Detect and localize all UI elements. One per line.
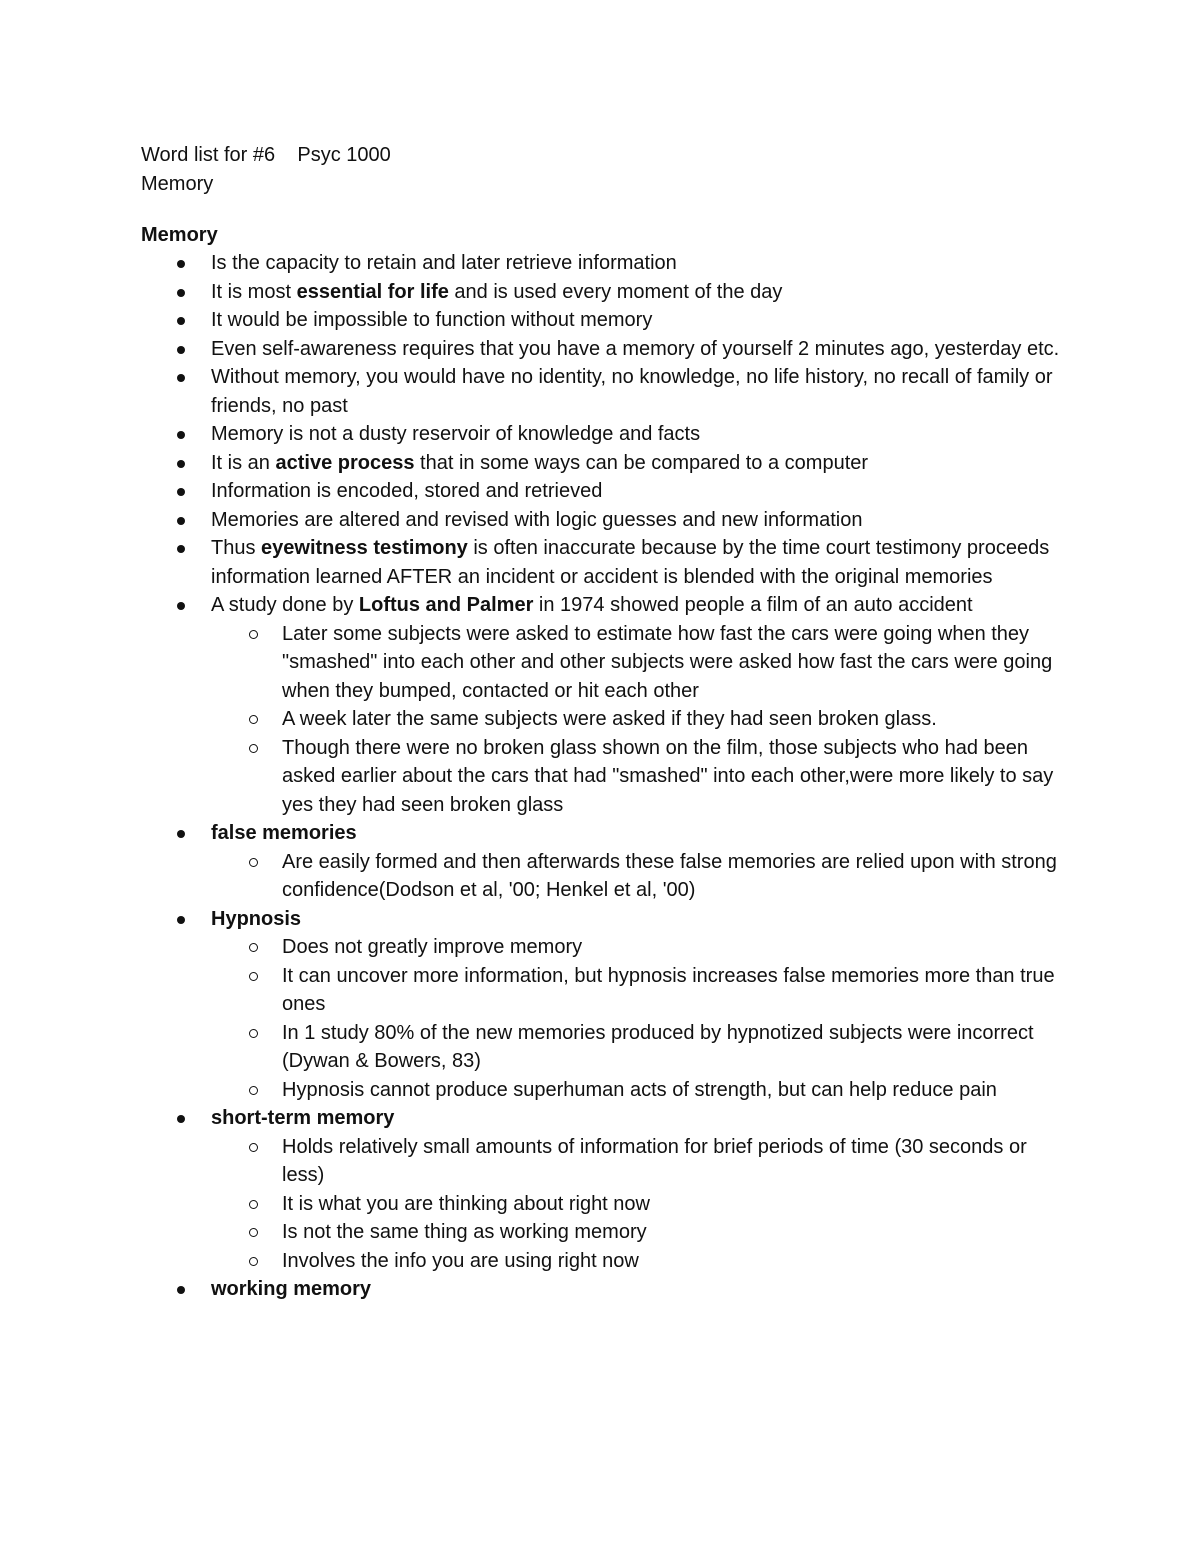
filled-bullet-icon: [177, 916, 185, 924]
bullet-item: [0, 534, 1061, 591]
hollow-bullet-icon: [249, 715, 258, 724]
filled-bullet-icon: [177, 460, 185, 468]
bullet-text: Even self-awareness requires that you have a memory of yourself 2 minutes ago, yesterday etc.: [211, 337, 1060, 360]
sub-bullet-item: [0, 848, 1062, 905]
bullet-item: [0, 1104, 1061, 1133]
sub-bullet-item: [0, 1247, 1062, 1276]
filled-bullet-icon: [177, 1115, 185, 1123]
hollow-bullet-icon: [249, 1200, 258, 1209]
document-subtitle: Memory: [141, 173, 214, 195]
bold-term: essential for life: [296, 280, 449, 303]
hollow-bullet-icon: [249, 744, 258, 753]
bullet-text: Holds relatively small amounts of information for brief periods of time (30 seconds or less): [282, 1135, 1027, 1186]
filled-bullet-icon: [177, 488, 185, 496]
bullet-text: Hypnosis cannot produce superhuman acts of strength, but can help reduce pain: [282, 1078, 997, 1101]
sub-bullet-item: [0, 1019, 1062, 1076]
bullet-item: [0, 306, 1061, 335]
bullet-item: [0, 278, 1061, 307]
filled-bullet-icon: [177, 517, 185, 525]
sub-bullet-item: [0, 1133, 1062, 1190]
sub-bullet-item: [0, 962, 1062, 1019]
bullet-item: [0, 591, 1061, 620]
filled-bullet-icon: [177, 1286, 185, 1294]
bullet-item: [0, 506, 1061, 535]
bullet-text: Without memory, you would have no identity, no knowledge, no life history, no recall of family or friends, no past: [211, 366, 1053, 417]
hollow-bullet-icon: [249, 630, 258, 639]
sub-bullet-item: [0, 620, 1062, 706]
bullet-item: [0, 819, 1061, 848]
bullet-text: Involves the info you are using right now: [282, 1249, 639, 1272]
bullet-text: Later some subjects were asked to estimate how fast the cars were going when they "smashed" into each other and other subjects were asked how fast the cars were going when they bumped, contacted or hit each other: [282, 622, 1053, 702]
bold-term: short-term memory: [211, 1107, 395, 1129]
bullet-item: [0, 249, 1061, 278]
filled-bullet-icon: [177, 260, 185, 268]
bullet-text: Information is encoded, stored and retrieved: [211, 480, 603, 502]
filled-bullet-icon: [177, 602, 185, 610]
filled-bullet-icon: [177, 346, 185, 354]
filled-bullet-icon: [177, 289, 185, 297]
bullet-text: Memories are altered and revised with logic guesses and new information: [211, 508, 863, 531]
hollow-bullet-icon: [249, 1086, 258, 1095]
sub-bullet-item: [0, 705, 1062, 734]
bullet-item: [0, 477, 1061, 506]
sub-bullet-item: [0, 933, 1062, 962]
bullet-text: in 1974 showed people a film of an auto accident: [533, 594, 973, 616]
filled-bullet-icon: [177, 317, 185, 325]
bullet-item: [0, 335, 1061, 364]
bullet-text: Does not greatly improve memory: [282, 936, 583, 958]
hollow-bullet-icon: [249, 943, 258, 952]
hollow-bullet-icon: [249, 972, 258, 981]
bullet-text: Though there were no broken glass shown on the film, those subjects who had been asked earlier about the cars that had "smashed" into each other,were more likely to say yes they had seen broken glass: [282, 736, 1054, 816]
bullet-item: [0, 1275, 1061, 1304]
bullet-item: [0, 449, 1061, 478]
bullet-text: and is used every moment of the day: [448, 280, 783, 303]
bullet-item: [0, 420, 1061, 449]
bullet-text: A week later the same subjects were asked if they had seen broken glass.: [282, 708, 937, 730]
bold-term: Hypnosis: [211, 907, 302, 930]
bullet-list: [0, 249, 1200, 1304]
hollow-bullet-icon: [249, 1228, 258, 1237]
bullet-text: It is what you are thinking about right now: [282, 1192, 650, 1215]
hollow-bullet-icon: [249, 1143, 258, 1152]
hollow-bullet-icon: [249, 1029, 258, 1038]
bullet-text: Are easily formed and then afterwards these false memories are relied upon with strong confidence(Dodson et al, '00; Henkel et al, '00): [282, 850, 1057, 901]
sub-bullet-item: [0, 1076, 1062, 1105]
bullet-text: In 1 study 80% of the new memories produced by hypnotized subjects were incorrect (Dywan & Bowers, 83): [282, 1021, 1034, 1072]
sub-bullet-item: [0, 1190, 1062, 1219]
hollow-bullet-icon: [249, 858, 258, 867]
bullet-text: It is most: [211, 280, 297, 303]
bold-term: working memory: [211, 1278, 372, 1300]
bullet-item: [0, 905, 1061, 934]
bullet-item: [0, 363, 1061, 420]
sub-bullet-item: [0, 734, 1062, 820]
filled-bullet-icon: [177, 431, 185, 439]
bold-term: false memories: [211, 822, 357, 844]
document-title: Word list for #6 Psyc 1000: [141, 144, 391, 166]
bold-term: Loftus and Palmer: [358, 594, 534, 616]
bullet-text: Memory is not a dusty reservoir of knowledge and facts: [211, 423, 701, 445]
bold-term: active process: [275, 451, 415, 474]
bullet-text: It would be impossible to function without memory: [211, 309, 653, 331]
bullet-text: Thus: [211, 537, 262, 559]
bullet-text: Is not the same thing as working memory: [282, 1221, 647, 1243]
section-heading: Memory: [141, 224, 218, 246]
bullet-text: It can uncover more information, but hypnosis increases false memories more than true ones: [282, 964, 1055, 1015]
sub-bullet-item: [0, 1218, 1062, 1247]
filled-bullet-icon: [177, 830, 185, 838]
bullet-text: Is the capacity to retain and later retrieve information: [211, 252, 677, 274]
bullet-text: It is an: [211, 451, 276, 474]
bullet-text: that in some ways can be compared to a computer: [414, 451, 869, 474]
bold-term: eyewitness testimony: [261, 537, 468, 559]
hollow-bullet-icon: [249, 1257, 258, 1266]
bullet-text: is often inaccurate because by the time court testimony proceeds information learned AFTER an incident or accident is blended with the original memories: [211, 537, 1050, 588]
bullet-text: A study done by: [211, 594, 359, 616]
filled-bullet-icon: [177, 545, 185, 553]
filled-bullet-icon: [177, 374, 185, 382]
